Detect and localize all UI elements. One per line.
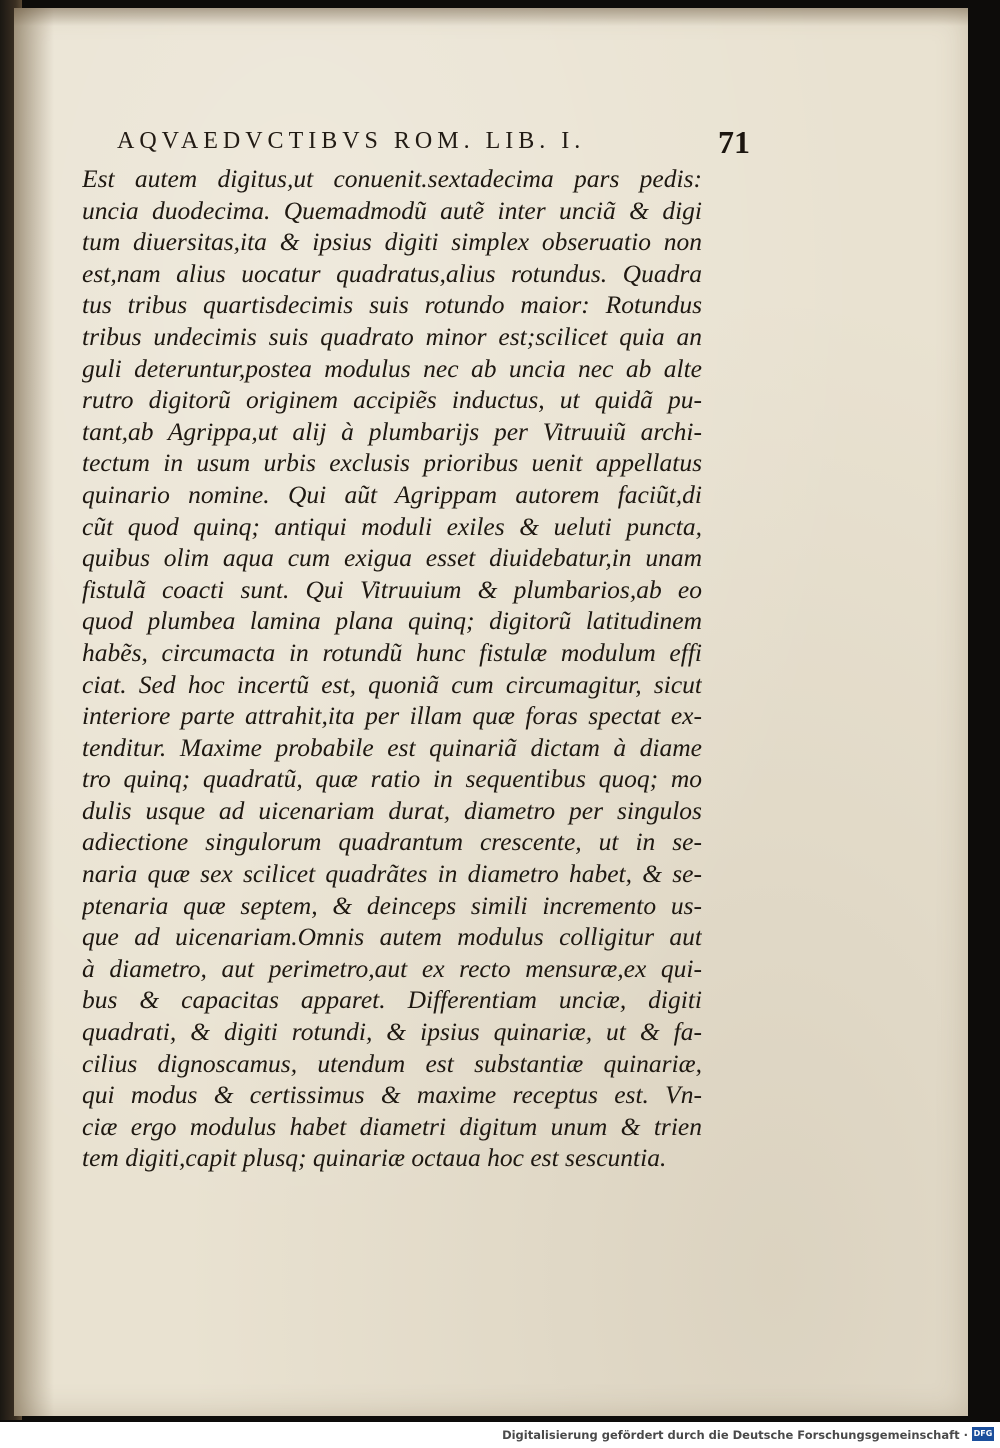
text-line: cũt quod quinq; antiqui moduli exiles & ueluti puncta, (82, 511, 702, 541)
text-line: fistulã coacti sunt. Qui Vitruuium & plumbarios,ab eo (82, 574, 702, 604)
text-line: quadrati, & digiti rotundi, & ipsius quinariæ, ut & fa- (82, 1017, 702, 1047)
text-line: tem digiti,capit plusq; quinariæ octaua hoc est sescuntia. (82, 1143, 667, 1173)
text-line: tus tribus quartisdecimis suis rotundo maior: Rotundus (82, 290, 702, 320)
text-line: qui modus & certissimus & maxime receptus est. Vn- (82, 1080, 702, 1110)
text-line: tectum in usum urbis exclusis prioribus uenit appellatus (82, 448, 702, 478)
text-line: à diametro, aut perimetro,aut ex recto mensuræ,ex qui- (82, 953, 702, 983)
text-line: quod plumbea lamina plana quinq; digitorũ latitudinem (82, 606, 702, 636)
text-line: tum diuersitas,ita & ipsius digiti simplex obseruatio non (82, 227, 702, 257)
page-number: 71 (718, 124, 750, 160)
running-head: AQVAEDVCTIBVS ROM. LIB. I. (117, 128, 586, 154)
body-text (82, 163, 702, 1174)
text-line: cilius dignoscamus, utendum est substantiæ quinariæ, (82, 1048, 702, 1078)
text-line: quibus olim aqua cum exigua esset diuidebatur,in unam (82, 543, 702, 573)
text-line: tenditur. Maxime probabile est quinariã dictam à diame (82, 732, 702, 762)
page-gutter-stain (14, 8, 54, 1416)
text-line: ciat. Sed hoc incertũ est, quoniã cum circumagitur, sicut (82, 669, 702, 699)
text-line: interiore parte attrahit,ita per illam quæ foras spectat ex- (82, 701, 702, 731)
text-line: habẽs, circumacta in rotundũ hunc fistulæ modulum effi (82, 637, 702, 667)
text-line: quinario nomine. Qui aũt Agrippam autorem faciũt,di (82, 479, 702, 509)
text-line: Est autem digitus,ut conuenit.sextadecima pars pedis: (82, 164, 702, 193)
text-line: tant,ab Agrippa,ut alij à plumbarijs per Vitruuiũ archi- (82, 416, 702, 446)
dfg-logo: DFG (972, 1427, 994, 1441)
text-line: est,nam alius uocatur quadratus,alius rotundus. Quadra (82, 258, 702, 288)
text-line: adiectione singulorum quadrantum crescente, ut in se- (82, 827, 702, 857)
text-line: bus & capacitas apparet. Differentiam unciæ, digiti (82, 985, 702, 1015)
digitization-credit: Digitalisierung gefördert durch die Deutsche Forschungsgemeinschaft · (502, 1428, 968, 1442)
text-line: guli deteruntur,postea modulus nec ab uncia nec ab alte (82, 353, 702, 383)
text-line: uncia duodecima. Quemadmodũ autẽ inter unciã & digi (82, 195, 702, 225)
text-line: tribus undecimis suis quadrato minor est;scilicet quia an (82, 321, 702, 351)
text-line: rutro digitorũ originem accipiẽs inductus, ut quidã pu- (82, 385, 702, 415)
text-line: ciæ ergo modulus habet diametri digitum unum & trien (82, 1111, 702, 1141)
text-line: ptenaria quæ septem, & deinceps simili incremento us- (82, 890, 702, 920)
text-line: naria quæ sex scilicet quadrãtes in diametro habet, & se- (82, 859, 702, 889)
page-top-stain (14, 8, 968, 26)
text-line: tro quinq; quadratũ, quæ ratio in sequentibus quoq; mo (82, 764, 702, 794)
text-line: dulis usque ad uicenariam durat, diametro per singulos (82, 795, 702, 825)
text-line: que ad uicenariam.Omnis autem modulus colligitur aut (82, 922, 702, 952)
